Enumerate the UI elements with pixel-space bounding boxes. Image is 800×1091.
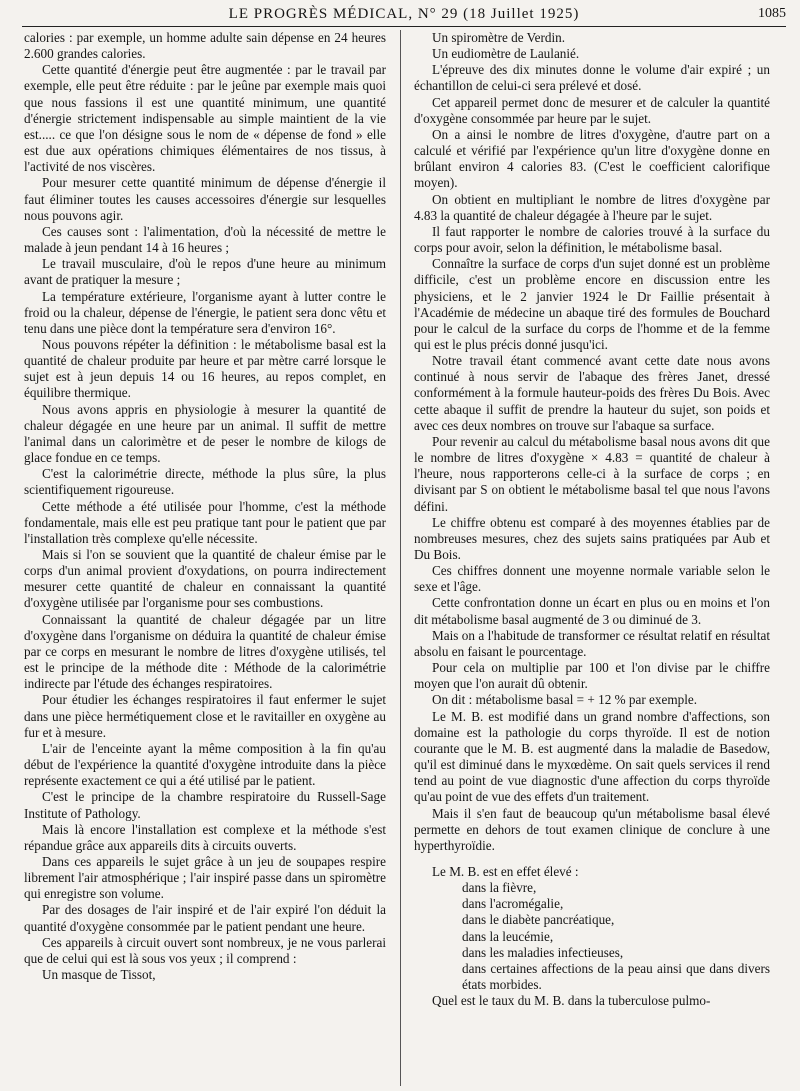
column-divider [400, 30, 401, 1086]
right-paragraph: Un eudiomètre de Laulanié. [432, 46, 580, 62]
right-paragraph: Cette confrontation donne un écart en plus ou en moins et l'on dit métabolisme basal augmenté de 3 ou diminué de 3. [414, 595, 770, 627]
left-paragraph: Nous avons appris en physiologie à mesurer la quantité de chaleur dégagée en une heure par un animal. Il suffit de mettre l'animal dans un calorimètre et de peser le nombre de kilogs de glace fondue en ce temps. [24, 401, 386, 466]
right-paragraphs [414, 30, 770, 854]
left-paragraph: Ces causes sont : l'alimentation, d'où la nécessité de mettre le malade à jeun pendant 14 à 16 heures ; [24, 223, 386, 256]
left-paragraph: Cette méthode a été utilisée pour l'homme, c'est la méthode fondamentale, mais elle est peu pratique tant pour le patient que par l'installation très complexe qu'elle nécessite. [24, 498, 386, 546]
left-paragraph: Ces appareils à circuit ouvert sont nombreux, je ne vous parlerai que de celui qui est là sous vos yeux ; il comprend : [24, 934, 386, 966]
right-paragraph: Le chiffre obtenu est comparé à des moyennes établies par de nombreuses mesures, chez des sujets sains pratiquées par Aub et Du Bois. [414, 514, 770, 562]
right-paragraph: L'épreuve des dix minutes donne le volume d'air expiré ; un échantillon de celui-ci sera prélevé et dosé. [414, 62, 770, 94]
left-paragraph: L'air de l'enceinte ayant la même composition à la fin qu'au début de l'expérience la quantité d'oxygène introduite dans la pièce représente exactement ce qui a été utilisé par le patient. [24, 740, 386, 789]
page-number: 1085 [758, 6, 786, 21]
list-item: dans la leucémie, [462, 928, 554, 944]
right-paragraph: Notre travail étant commencé avant cette date nous avons continué à nous servir de l'abaque des frères Janet, dressé conformément à la formule hauteur-poids des frères Du Bois. Avec cette abaque il suffit de prendre la hauteur du sujet, son poids et avec ces deux nombres on trouve sur l'abaque sa surface. [414, 353, 770, 433]
left-paragraph: Mais si l'on se souvient que la quantité de chaleur émise par le corps d'un animal provient d'oxydations, on pourra indirectement mesurer cette quantité de chaleur en connaissant la quantité d'oxygène utilisée par l'organisme pour ses combustions. [24, 547, 386, 611]
left-paragraph: Dans ces appareils le sujet grâce à un jeu de soupapes respire librement l'air atmosphérique ; l'air inspiré passe dans un spiromètre qui enregistre son volume. [24, 853, 386, 902]
right-paragraph: On obtient en multipliant le nombre de litres d'oxygène par 4.83 la quantité de chaleur dégagée à l'heure par le sujet. [414, 191, 770, 223]
left-paragraph: Un masque de Tissot, [42, 967, 156, 983]
right-column [414, 30, 770, 1009]
right-paragraph: Mais on a l'habitude de transformer ce résultat relatif en résultat absolu en faisant le pourcentage. [414, 627, 770, 659]
left-column [24, 30, 386, 983]
left-paragraph: La température extérieure, l'organisme ayant à lutter contre le froid ou la chaleur, dépense de l'énergie, le patient sera donc vêtu et tenu dans une pièce dont la température sera d'environ 16°. [24, 288, 386, 336]
right-paragraph: On dit : métabolisme basal = + 12 % par exemple. [432, 692, 698, 708]
list-item: dans la fièvre, [462, 880, 537, 896]
left-paragraph: C'est la calorimétrie directe, méthode la plus sûre, la plus scientifiquement rigoureuse. [24, 466, 386, 498]
left-paragraph: Pour mesurer cette quantité minimum de dépense d'énergie il faut éliminer toutes les causes accessoires d'énergie sur lesquelles nous pouvons agir. [24, 175, 386, 223]
list-item: dans le diabète pancréatique, [462, 912, 615, 928]
closing-paragraph: Quel est le taux du M. B. dans la tuberculose pulmo- [432, 993, 711, 1009]
journal-title: LE PROGRÈS MÉDICAL, N° 29 (18 Juillet 1925) [228, 6, 580, 22]
left-paragraph: Connaissant la quantité de chaleur dégagée par un litre d'oxygène dans l'organisme on déduira la quantité de chaleur émise par ce corps en mesurant le nombre de litres d'oxygène utilisés, tel est le principe de la méthode dite : Méthode de la calorimétrie indirecte par l'étude des échanges respiratoires. [24, 611, 386, 692]
right-paragraph: Pour cela on multiplie par 100 et l'on divise par le chiffre moyen que l'on aurait dû obtenir. [414, 660, 770, 692]
left-paragraph: C'est le principe de la chambre respiratoire du Russell-Sage Institute of Pathology. [24, 789, 386, 821]
list-item: dans les maladies infectieuses, [462, 944, 624, 960]
condition-list [414, 880, 770, 993]
left-paragraph: calories : par exemple, un homme adulte sain dépense en 24 heures 2.600 grandes calories. [24, 30, 386, 62]
left-paragraph: Par des dosages de l'air inspiré et de l'air expiré l'on déduit la quantité d'oxygène consommée par le patient pendant une heure. [24, 902, 386, 934]
right-paragraph: Ces chiffres donnent une moyenne normale variable selon le sexe et l'âge. [414, 563, 770, 595]
left-paragraph: Nous pouvons répéter la définition : le métabolisme basal est la quantité de chaleur produite par heure et par mètre carré lorsque le sujet est à jeun depuis 14 ou 16 heures, au repos complet, en équilibre thermique. [24, 336, 386, 401]
list-item: dans l'acromégalie, [462, 896, 564, 912]
right-paragraph: Un spiromètre de Verdin. [432, 30, 566, 45]
left-paragraph: Cette quantité d'énergie peut être augmentée : par le travail par exemple, elle peut être réduite : par le jeûne par exemple mais quoi que nous fassions il est une quantité minimum, une quantité d'énergie strictement indispensable au simple maintient de la vie est..... ce que l'on désigne sous le nom de « dépense de fond » elle est due aux opérations chimiques élémentaires de nos tissus, à l'activité de nos viscères. [24, 62, 386, 175]
list-intro: Le M. B. est en effet élevé : [432, 863, 579, 879]
left-paragraph: Le travail musculaire, d'où le repos d'une heure au minimum avant de pratiquer la mesure ; [24, 256, 386, 288]
right-paragraph: Le M. B. est modifié dans un grand nombre d'affections, son domaine est la pathologie du corps thyroïde. Il est de notion courante que le M. B. est augmenté dans la maladie de Basedow, qu'il est diminué dans le myxœdème. On sait quels services il rend tend au point de vue diagnostic d'une affection du corps thyroïde qu'au point de vue des effets d'un traitement. [414, 708, 770, 805]
left-paragraph: Mais là encore l'installation est complexe et la méthode s'est répandue grâce aux appareils dits à circuits ouverts. [24, 821, 386, 853]
running-header [22, 4, 786, 27]
right-paragraph: Pour revenir au calcul du métabolisme basal nous avons dit que le nombre de litres d'oxygène × 4.83 = quantité de chaleur à l'heure, nous rapporterons celle-ci à la surface de corps ; en divisant par S on obtient le métabolisme basal tel que nous l'avons défini. [414, 433, 770, 514]
left-paragraph: Pour étudier les échanges respiratoires il faut enfermer le sujet dans une pièce hermétiquement close et le ravitailler en oxygène au fur et à mesure. [24, 692, 386, 740]
right-paragraph: Il faut rapporter le nombre de calories trouvé à la surface du corps pour avoir, selon la définition, le métabolisme basal. [414, 223, 770, 256]
right-paragraph: On a ainsi le nombre de litres d'oxygène, d'autre part on a calculé et vérifié par l'expérience qu'un litre d'oxygène donne en brûlant environ 4 calories 83. (C'est le coefficient calorifique moyen). [414, 126, 770, 191]
right-paragraph: Mais il s'en faut de beaucoup qu'un métabolisme basal élevé permette en dehors de tout examen clinique de conclure à une hyperthyroïdie. [414, 805, 770, 853]
right-paragraph: Connaître la surface de corps d'un sujet donné est un problème difficile, c'est un problème encore en discussion entre les physiciens, et le 2 janvier 1924 le Dr Faillie présentait à l'Académie de médecine un abaque tiré des formules de Bouchard pour le calcul de la surface du corps de l'homme et de la femme qui est le plus précis donné jusqu'ici. [414, 256, 770, 352]
list-item: dans certaines affections de la peau ainsi que dans divers états morbides. [462, 960, 770, 993]
right-paragraph: Cet appareil permet donc de mesurer et de calculer la quantité d'oxygène consommée par heure par le sujet. [414, 94, 770, 126]
